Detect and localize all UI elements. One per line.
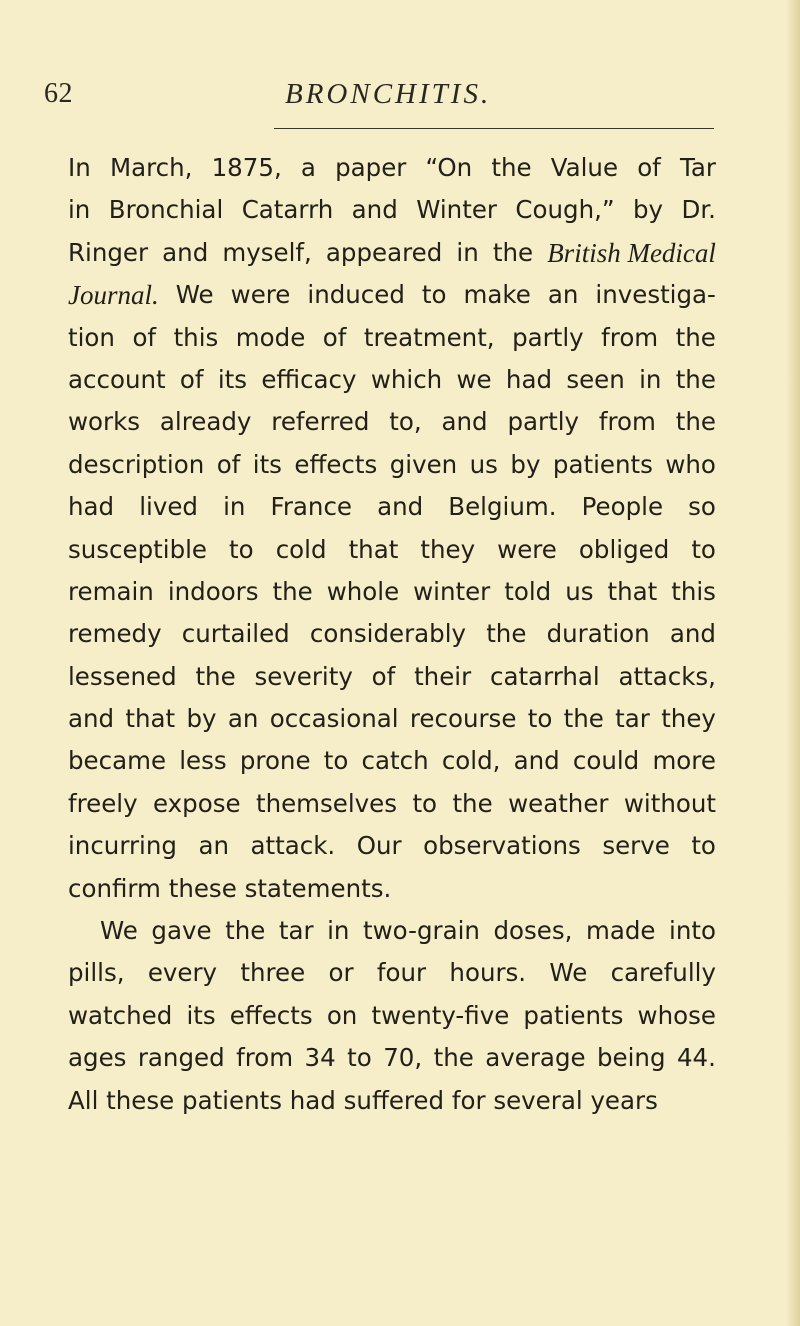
word: this [173,322,219,352]
word: doses, [493,916,573,946]
text-line [68,486,716,528]
word: to [691,534,716,564]
word: for [451,1085,494,1115]
word: in [68,195,91,225]
word: twenty-five [371,1000,510,1030]
page-number: 62 [44,78,73,109]
word: attack. [250,831,336,861]
word: of [132,322,157,352]
word: from [601,322,659,352]
word: their [414,661,472,691]
word: Value [550,153,619,182]
word: whole [326,576,400,606]
word: to [323,746,349,776]
text-line [68,529,716,571]
word: investiga- [595,280,716,310]
word: which [370,364,443,394]
word: 1875, [211,153,282,182]
word: description [68,449,205,479]
word: by [186,704,217,734]
word: serve [602,831,670,861]
word: in [456,237,479,267]
word: these [106,1085,183,1115]
word: 44. [676,1043,716,1073]
header-rule [274,128,714,129]
text-line [68,825,716,867]
word: and [513,746,560,776]
word: induced [307,280,405,310]
word: of [322,322,347,352]
word: to, [389,407,422,437]
word: its [252,449,282,479]
word: cold [275,534,327,564]
text-line [68,147,716,189]
word: France [270,492,352,522]
word: an [227,704,259,734]
word: to [691,831,716,861]
word: freely [68,788,138,818]
word: of [179,364,204,394]
word: us [469,449,498,479]
word: of [371,661,396,691]
word: expose [153,788,241,818]
text-line [68,910,716,952]
word: in [223,492,246,522]
word: had [68,492,115,522]
word: catch [361,746,429,776]
word: the [452,788,493,818]
word: without [623,788,716,818]
word: three [240,958,306,988]
word: account [68,364,166,394]
text-line [68,656,716,698]
word: on [326,1000,358,1030]
word: 34 [304,1043,336,1073]
running-title: BRONCHITIS. [285,78,492,110]
word: cold, [441,746,501,776]
word: appeared [325,237,443,267]
italic-word: Journal. [68,280,159,311]
word: its [217,364,248,394]
word: themselves [255,788,398,818]
word: hours. [449,958,527,988]
word: the [492,237,534,267]
text-line [68,317,716,359]
text-line [68,1080,716,1122]
word: indoors [167,576,259,606]
word: In [68,153,91,182]
word: the [563,704,604,734]
word: several [493,1085,591,1115]
word: from [598,407,656,437]
word: the [195,661,236,691]
word: patients [182,1085,290,1115]
word: or [328,958,354,988]
word: the [675,407,716,437]
word: we [456,364,492,394]
word: told [504,576,552,606]
word: two-grain [363,916,480,946]
word: an [547,280,579,310]
text-line [68,698,716,740]
word: ages [68,1043,127,1073]
word: Tar [679,153,716,182]
word: 70, [383,1043,423,1073]
text-line [68,868,716,910]
word: gave [151,916,212,946]
word: this [671,576,716,606]
word: Winter [416,195,497,225]
word: of [637,153,661,182]
word: pills, [68,958,125,988]
word: could [572,746,640,776]
word: remedy [68,619,162,649]
text-line [68,571,716,613]
word: People [581,492,664,522]
word: the [675,322,716,352]
word: mode [235,322,306,352]
word: We [175,280,214,310]
word: observations [423,831,581,861]
word: and [162,237,209,267]
italic-word: British Medical [547,237,716,268]
word: us [565,576,594,606]
word: obliged [578,534,670,564]
word: duration [546,619,650,649]
text-line [68,189,716,231]
word: carefully [610,958,716,988]
word: paper [335,153,407,182]
word: confirm [68,873,169,903]
word: tar [278,916,314,946]
text-line [68,359,716,401]
word: the [225,916,266,946]
word: its [186,1000,216,1030]
word: they [420,534,476,564]
word: by [510,449,541,479]
word: Dr. [681,195,716,225]
word: being [597,1043,666,1073]
word: that [348,534,399,564]
word: years [590,1085,658,1115]
word: had [505,364,553,394]
text-line [68,232,716,274]
word: the [491,153,532,182]
word: in [639,364,662,394]
word: Catarrh [241,195,334,225]
word: to [347,1043,372,1073]
word: and [351,195,398,225]
word: given [389,449,458,479]
word: tar [615,704,650,734]
word: in [327,916,350,946]
word: make [463,280,531,310]
word: Our [356,831,402,861]
word: occasional [269,704,399,734]
word: Bronchial [108,195,224,225]
word: who [665,449,716,479]
word: into [669,916,716,946]
word: patients [552,449,653,479]
word: suffered [343,1085,452,1115]
word: had [289,1085,344,1115]
word: that [125,704,176,734]
word: by [633,195,664,225]
word: to [527,704,553,734]
word: considerably [309,619,467,649]
text-line [68,783,716,825]
text-line [68,740,716,782]
word: lived [139,492,198,522]
word: whose [637,1000,716,1030]
word: tion [68,322,115,352]
word: effects [294,449,378,479]
word: a [300,153,316,182]
word: attacks, [618,661,716,691]
word: treatment, [363,322,495,352]
word: the [433,1043,474,1073]
word: winter [413,576,491,606]
word: that [607,576,658,606]
word: weather [508,788,609,818]
word: efficacy [261,364,357,394]
word: and [377,492,424,522]
word: of [216,449,241,479]
word: already [159,407,252,437]
word: and [441,407,488,437]
word: works [68,407,141,437]
word: to [412,788,438,818]
word: the [272,576,313,606]
word: every [147,958,218,988]
word: from [236,1043,294,1073]
body-text [68,147,716,1122]
word: We [100,916,138,946]
word: watched [68,1000,173,1030]
word: and [669,619,716,649]
word: “On [425,153,473,182]
word: Cough,” [515,195,615,225]
word: were [497,534,557,564]
word: made [585,916,656,946]
text-line [68,952,716,994]
word: All [68,1085,107,1115]
word: more [652,746,716,776]
word: to [421,280,447,310]
word: lessened [68,661,177,691]
word: were [230,280,291,310]
text-line [68,1037,716,1079]
word: recourse [409,704,517,734]
word: four [376,958,427,988]
word: the [486,619,527,649]
word: partly [507,407,580,437]
word: prone [239,746,311,776]
word: catarrhal [489,661,600,691]
page-edge-shadow [786,0,800,1326]
word: and [68,704,115,734]
text-line [68,274,716,316]
word: effects [229,1000,313,1030]
text-line [68,401,716,443]
word: severity [254,661,353,691]
word: they [661,704,716,734]
word: the [675,364,716,394]
word: incurring [68,831,177,861]
word: average [485,1043,586,1073]
word: partly [512,322,584,352]
word: less [179,746,227,776]
word: curtailed [181,619,290,649]
word: referred [271,407,370,437]
word: ranged [137,1043,225,1073]
word: myself, [222,237,312,267]
word: statements. [244,873,392,903]
text-line [68,613,716,655]
word: We [549,958,588,988]
word: Ringer [68,237,149,267]
word: these [168,873,245,903]
word: susceptible [68,534,207,564]
word: March, [109,153,193,182]
word: so [688,492,716,522]
word: an [198,831,229,861]
word: patients [523,1000,624,1030]
word: seen [566,364,625,394]
text-line [68,444,716,486]
word: remain [68,576,154,606]
word: Belgium. [448,492,557,522]
word: to [229,534,254,564]
word: became [68,746,167,776]
text-line [68,995,716,1037]
